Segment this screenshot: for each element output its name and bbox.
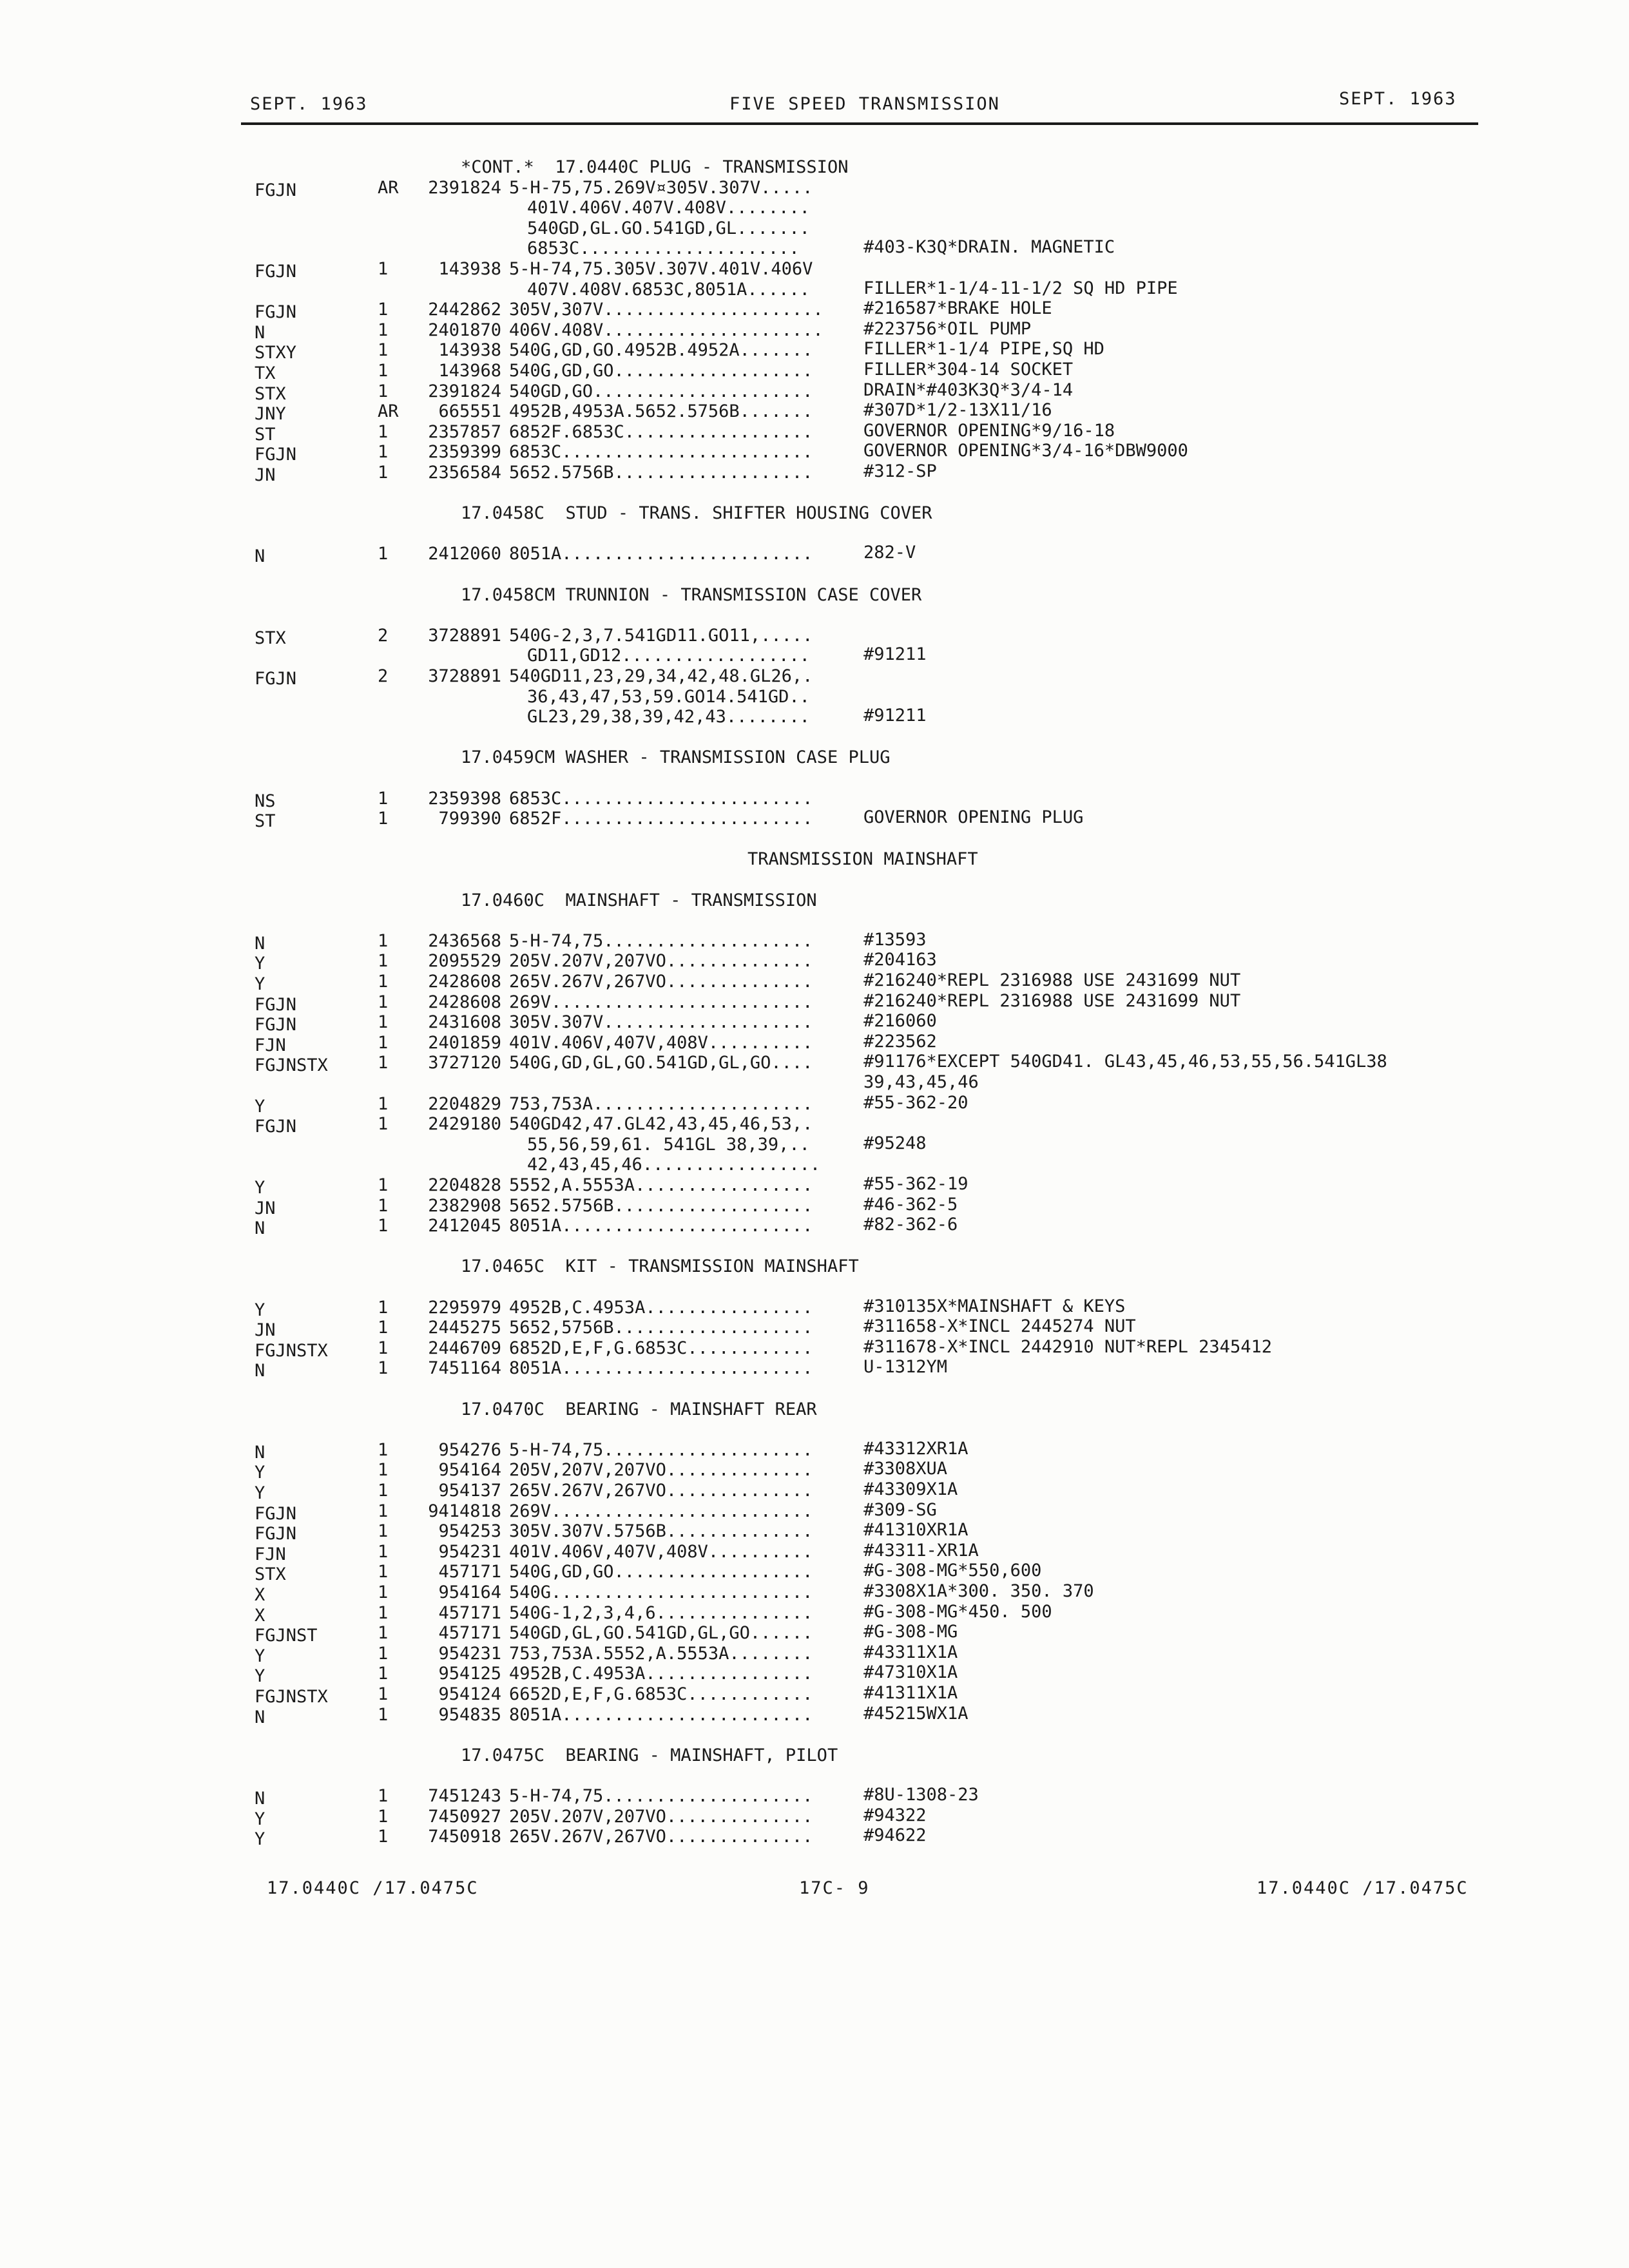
application: 5-H-75,75.269V¤305V.307V..... (509, 177, 813, 198)
model-code: N (255, 933, 265, 954)
part-number: 2382908 (428, 1195, 501, 1216)
application: 265V.267V,267VO.............. (509, 1827, 813, 1847)
remarks: #55-362-20 (863, 1092, 969, 1113)
application: 753,753A.5552,A.5553A........ (509, 1643, 813, 1664)
application: 753,753A..................... (509, 1093, 813, 1114)
part-number: 2412060 (428, 544, 501, 564)
part-number: 2204829 (428, 1093, 501, 1114)
part-number: 2431608 (428, 1012, 501, 1033)
remarks: FILLER*1-1/4-11-1/2 SQ HD PIPE (863, 278, 1178, 298)
part-number: 2295979 (428, 1297, 501, 1318)
quantity: 1 (378, 1012, 389, 1033)
application-continued: 55,56,59,61. 541GL 38,39,.. (527, 1134, 810, 1155)
model-code: Y (255, 1666, 265, 1687)
quantity: 1 (378, 1664, 389, 1684)
remarks: #312-SP (863, 461, 937, 481)
model-code: ST (255, 424, 276, 445)
model-code: STX (255, 1564, 286, 1585)
application: 4952B,C.4953A................ (509, 1297, 813, 1318)
part-number: 457171 (438, 1562, 501, 1582)
section-title: 17.0458CM TRUNNION - TRANSMISSION CASE COVER (461, 584, 922, 605)
remarks: GOVERNOR OPENING*9/16-18 (863, 420, 1115, 441)
quantity: AR (378, 177, 399, 198)
part-number: 457171 (438, 1623, 501, 1644)
part-number: 2445275 (428, 1318, 501, 1338)
application: 6853C........................ (509, 788, 813, 809)
application: 5652,5756B................... (509, 1318, 813, 1338)
model-code: Y (255, 974, 265, 994)
quantity: 1 (378, 992, 389, 1012)
application-continued: 540GD,GL.GO.541GD,GL....... (527, 218, 810, 238)
remarks: #43311X1A (863, 1642, 958, 1662)
application: 540G,GD,GO................... (509, 361, 813, 381)
application: 8051A........................ (509, 1216, 813, 1236)
quantity: 1 (378, 442, 389, 463)
quantity: 1 (378, 1582, 389, 1602)
part-number: 954276 (438, 1439, 501, 1460)
quantity: 1 (378, 1827, 389, 1847)
part-number: 9414818 (428, 1501, 501, 1521)
quantity: 1 (378, 951, 389, 972)
application: 5652.5756B................... (509, 463, 813, 483)
application: 5652.5756B................... (509, 1195, 813, 1216)
quantity: 1 (378, 320, 389, 340)
section-title: 17.0460C MAINSHAFT - TRANSMISSION (461, 890, 817, 910)
part-number: 2436568 (428, 930, 501, 951)
model-code: Y (255, 1809, 265, 1829)
quantity: 1 (378, 1358, 389, 1379)
application: 205V,207V,207VO.............. (509, 1460, 813, 1481)
application: 540G......................... (509, 1582, 813, 1602)
model-code: N (255, 1707, 265, 1727)
model-code: FGJNSTX (255, 1340, 328, 1361)
remarks: #3308XUA (863, 1459, 948, 1479)
model-code: ST (255, 811, 276, 832)
quantity: 1 (378, 1216, 389, 1236)
part-number: 954231 (438, 1643, 501, 1664)
remarks: #307D*1/2-13X11/16 (863, 400, 1052, 421)
quantity: AR (378, 401, 399, 422)
part-number: 2428608 (428, 972, 501, 992)
part-number: 954164 (438, 1582, 501, 1602)
model-code: FJN (255, 1544, 286, 1564)
quantity: 1 (378, 1521, 389, 1542)
application: 540G-2,3,7.541GD11.GO11,..... (509, 625, 813, 646)
model-code: X (255, 1585, 265, 1605)
model-code: FGJNST (255, 1626, 318, 1646)
remarks: #216060 (863, 1011, 937, 1032)
application: 4952B,C.4953A................ (509, 1664, 813, 1684)
quantity: 1 (378, 1501, 389, 1521)
remarks: #311658-X*INCL 2445274 NUT (863, 1316, 1136, 1337)
remarks: #94622 (863, 1825, 927, 1846)
model-code: FJN (255, 1035, 286, 1055)
application: 540GD,GO..................... (509, 381, 813, 401)
application: 540GD,GL,GO.541GD,GL,GO...... (509, 1623, 813, 1644)
remarks: #91176*EXCEPT 540GD41. GL43,45,46,53,55,56.541GL38 (863, 1052, 1387, 1072)
application: 4952B,4953A.5652.5756B....... (509, 401, 813, 422)
application: 6652D,E,F,G.6853C............ (509, 1684, 813, 1704)
quantity: 1 (378, 1195, 389, 1216)
quantity: 1 (378, 1439, 389, 1460)
model-code: FGJN (255, 1117, 297, 1137)
application-continued: 407V.408V.6853C,8051A...... (527, 279, 810, 300)
model-code: Y (255, 1483, 265, 1503)
application: 8051A........................ (509, 544, 813, 564)
remarks: #204163 (863, 950, 937, 970)
remarks: #3308X1A*300. 350. 370 (863, 1581, 1094, 1601)
application-continued: 36,43,47,53,59.GO14.541GD.. (527, 686, 810, 707)
part-number: 2356584 (428, 463, 501, 483)
quantity: 1 (378, 1318, 389, 1338)
application: 265V.267V,267VO.............. (509, 1481, 813, 1501)
remarks: #G-308-MG (863, 1622, 958, 1642)
quantity: 1 (378, 1175, 389, 1195)
application: 205V.207V,207VO.............. (509, 951, 813, 972)
remarks: #216240*REPL 2316988 USE 2431699 NUT (863, 970, 1241, 990)
part-number: 2428608 (428, 992, 501, 1012)
application: 6852F.6853C.................. (509, 421, 813, 442)
quantity: 1 (378, 259, 389, 279)
model-code: Y (255, 1300, 265, 1320)
model-code: X (255, 1605, 265, 1626)
part-number: 143938 (438, 259, 501, 279)
footer-range-left: 17.0440C /17.0475C (267, 1878, 479, 1898)
quantity: 1 (378, 1541, 389, 1562)
quantity: 1 (378, 1602, 389, 1623)
application-continued: GL23,29,38,39,42,43........ (527, 707, 810, 727)
quantity: 2 (378, 666, 389, 686)
application: 540G,GD,GO................... (509, 1562, 813, 1582)
part-number: 2357857 (428, 421, 501, 442)
quantity: 1 (378, 340, 389, 361)
quantity: 1 (378, 1460, 389, 1481)
section-title: 17.0475C BEARING - MAINSHAFT, PILOT (461, 1745, 838, 1765)
remarks: FILLER*304-14 SOCKET (863, 360, 1074, 380)
remarks: #216240*REPL 2316988 USE 2431699 NUT (863, 990, 1241, 1011)
quantity: 1 (378, 421, 389, 442)
model-code: FGJN (255, 994, 297, 1015)
model-code: FGJN (255, 302, 297, 323)
application: 8051A........................ (509, 1704, 813, 1725)
application: 540GD11,23,29,34,42,48.GL26,. (509, 666, 813, 686)
remarks: #403-K3Q*DRAIN. MAGNETIC (863, 237, 1115, 258)
part-number: 2391824 (428, 177, 501, 198)
remarks: #223562 (863, 1031, 937, 1052)
remarks: 282-V (863, 543, 916, 563)
model-code: NS (255, 791, 276, 811)
section-title: 17.0470C BEARING - MAINSHAFT REAR (461, 1399, 817, 1419)
application: 540GD42,47.GL42,43,45,46,53,. (509, 1114, 813, 1135)
header-rule (241, 122, 1478, 125)
remarks: #223756*OIL PUMP (863, 318, 1032, 339)
remarks: 39,43,45,46 (863, 1072, 979, 1092)
model-code: JN (255, 465, 276, 485)
quantity: 1 (378, 1032, 389, 1053)
remarks: #91211 (863, 644, 927, 665)
quantity: 1 (378, 930, 389, 951)
part-number: 954231 (438, 1541, 501, 1562)
quantity: 1 (378, 1114, 389, 1135)
part-number: 7451243 (428, 1786, 501, 1806)
model-code: N (255, 1218, 265, 1239)
remarks: #310135X*MAINSHAFT & KEYS (863, 1296, 1126, 1316)
remarks: #82-362-6 (863, 1215, 958, 1235)
quantity: 1 (378, 1562, 389, 1582)
application: 540G,GD,GL,GO.541GD,GL,GO.... (509, 1053, 813, 1073)
part-number: 7451164 (428, 1358, 501, 1379)
model-code: FGJNSTX (255, 1687, 328, 1707)
part-number: 2401859 (428, 1032, 501, 1053)
application-continued: 42,43,45,46................. (527, 1155, 821, 1175)
remarks: #46-362-5 (863, 1194, 958, 1215)
part-number: 3727120 (428, 1053, 501, 1073)
quantity: 1 (378, 300, 389, 320)
remarks: #G-308-MG*450. 500 (863, 1601, 1052, 1622)
section-title: TRANSMISSION MAINSHAFT (747, 849, 978, 870)
model-code: Y (255, 954, 265, 974)
remarks: #8U-1308-23 (863, 1785, 979, 1805)
remarks: #95248 (863, 1133, 927, 1153)
application: 540G,GD,GO.4952B.4952A....... (509, 340, 813, 361)
model-code: Y (255, 1463, 265, 1483)
model-code: FGJN (255, 1015, 297, 1035)
remarks: FILLER*1-1/4 PIPE,SQ HD (863, 339, 1104, 360)
remarks: #94322 (863, 1805, 927, 1825)
quantity: 1 (378, 1643, 389, 1664)
remarks: #41311X1A (863, 1683, 958, 1703)
application: 540G-1,2,3,4,6............... (509, 1602, 813, 1623)
remarks: U-1312YM (863, 1357, 948, 1378)
quantity: 1 (378, 788, 389, 809)
application: 401V.406V,407V,408V.......... (509, 1541, 813, 1562)
application: 5-H-74,75.................... (509, 1439, 813, 1460)
part-number: 2391824 (428, 381, 501, 401)
remarks: #91211 (863, 706, 927, 726)
part-number: 3728891 (428, 666, 501, 686)
remarks: #41310XR1A (863, 1520, 969, 1541)
application: 6853C........................ (509, 442, 813, 463)
quantity: 1 (378, 381, 389, 401)
header-title: FIVE SPEED TRANSMISSION (729, 94, 1000, 114)
application: 205V.207V,207VO.............. (509, 1806, 813, 1827)
application: 269V......................... (509, 992, 813, 1012)
remarks: GOVERNOR OPENING PLUG (863, 807, 1084, 828)
part-number: 3728891 (428, 625, 501, 646)
model-code: STX (255, 628, 286, 648)
model-code: N (255, 1789, 265, 1809)
part-number: 2412045 (428, 1216, 501, 1236)
quantity: 1 (378, 1053, 389, 1073)
remarks: #309-SG (863, 1499, 937, 1520)
quantity: 1 (378, 1806, 389, 1827)
application: 8051A........................ (509, 1358, 813, 1379)
quantity: 1 (378, 1704, 389, 1725)
remarks: #55-362-19 (863, 1174, 969, 1194)
remarks: #43312XR1A (863, 1438, 969, 1459)
model-code: N (255, 1442, 265, 1463)
application-continued: 6853C..................... (527, 238, 800, 259)
model-code: JN (255, 1320, 276, 1341)
part-number: 2446709 (428, 1338, 501, 1358)
quantity: 1 (378, 972, 389, 992)
remarks: GOVERNOR OPENING*3/4-16*DBW9000 (863, 441, 1188, 461)
model-code: Y (255, 1646, 265, 1666)
part-number: 665551 (438, 401, 501, 422)
quantity: 1 (378, 1481, 389, 1501)
part-number: 143938 (438, 340, 501, 361)
application: 5-H-74,75.................... (509, 1786, 813, 1806)
model-code: N (255, 546, 265, 567)
application: 305V,307V..................... (509, 300, 824, 320)
part-number: 954125 (438, 1664, 501, 1684)
model-code: FGJN (255, 262, 297, 282)
part-number: 2401870 (428, 320, 501, 340)
application: 5-H-74,75.305V.307V.401V.406V (509, 259, 813, 279)
application: 305V.307V.................... (509, 1012, 813, 1033)
section-title: 17.0465C KIT - TRANSMISSION MAINSHAFT (461, 1256, 859, 1277)
part-number: 7450918 (428, 1827, 501, 1847)
part-number: 799390 (438, 809, 501, 829)
model-code: FGJN (255, 445, 297, 465)
footer-page-number: 17C- 9 (799, 1878, 870, 1898)
remarks: #311678-X*INCL 2442910 NUT*REPL 2345412 (863, 1336, 1272, 1357)
model-code: JNY (255, 404, 286, 425)
application: 406V.408V..................... (509, 320, 824, 340)
quantity: 1 (378, 1297, 389, 1318)
application: 6852D,E,F,G.6853C............ (509, 1338, 813, 1358)
quantity: 1 (378, 1623, 389, 1644)
remarks: #47310X1A (863, 1662, 958, 1683)
remarks: DRAIN*#403K3Q*3/4-14 (863, 380, 1074, 400)
remarks: #43311-XR1A (863, 1540, 979, 1561)
quantity: 1 (378, 809, 389, 829)
model-code: Y (255, 1178, 265, 1198)
quantity: 1 (378, 1338, 389, 1358)
quantity: 2 (378, 625, 389, 646)
footer-range-right: 17.0440C /17.0475C (1257, 1878, 1469, 1898)
model-code: STX (255, 383, 286, 404)
model-code: FGJN (255, 1524, 297, 1544)
application: 305V.307V.5756B.............. (509, 1521, 813, 1542)
part-number: 7450927 (428, 1806, 501, 1827)
application: 5-H-74,75.................... (509, 930, 813, 951)
model-code: Y (255, 1096, 265, 1117)
part-number: 457171 (438, 1602, 501, 1623)
part-number: 2204828 (428, 1175, 501, 1195)
application: 265V.267V,267VO.............. (509, 972, 813, 992)
remarks: #43309X1A (863, 1479, 958, 1499)
application: 5552,A.5553A................. (509, 1175, 813, 1195)
quantity: 1 (378, 1786, 389, 1806)
part-number: 954835 (438, 1704, 501, 1725)
part-number: 954124 (438, 1684, 501, 1704)
model-code: TX (255, 363, 276, 383)
model-code: FGJN (255, 180, 297, 200)
part-number: 2359398 (428, 788, 501, 809)
model-code: N (255, 322, 265, 343)
header-date-right: SEPT. 1963 (1339, 89, 1457, 109)
quantity: 1 (378, 1093, 389, 1114)
model-code: JN (255, 1198, 276, 1218)
application: 6852F........................ (509, 809, 813, 829)
application-continued: GD11,GD12.................. (527, 646, 810, 666)
part-number: 2359399 (428, 442, 501, 463)
application-continued: 401V.406V.407V.408V........ (527, 198, 810, 218)
remarks: #G-308-MG*550,600 (863, 1561, 1042, 1581)
model-code: FGJNSTX (255, 1055, 328, 1076)
model-code: N (255, 1361, 265, 1381)
remarks: #216587*BRAKE HOLE (863, 298, 1052, 319)
part-number: 2095529 (428, 951, 501, 972)
quantity: 1 (378, 463, 389, 483)
part-number: 2442862 (428, 300, 501, 320)
part-number: 954164 (438, 1460, 501, 1481)
model-code: STXY (255, 343, 297, 363)
part-number: 954253 (438, 1521, 501, 1542)
quantity: 1 (378, 1684, 389, 1704)
model-code: FGJN (255, 1503, 297, 1524)
part-number: 2429180 (428, 1114, 501, 1135)
section-title: *CONT.* 17.0440C PLUG - TRANSMISSION (461, 157, 849, 177)
model-code: FGJN (255, 669, 297, 689)
model-code: Y (255, 1829, 265, 1850)
remarks: #45215WX1A (863, 1703, 969, 1724)
section-title: 17.0458C STUD - TRANS. SHIFTER HOUSING COVER (461, 503, 932, 524)
header-date-left: SEPT. 1963 (250, 94, 368, 114)
part-number: 954137 (438, 1481, 501, 1501)
quantity: 1 (378, 361, 389, 381)
section-title: 17.0459CM WASHER - TRANSMISSION CASE PLUG (461, 747, 891, 768)
application: 269V......................... (509, 1501, 813, 1521)
part-number: 143968 (438, 361, 501, 381)
application: 401V.406V,407V,408V.......... (509, 1032, 813, 1053)
remarks: #13593 (863, 929, 927, 950)
quantity: 1 (378, 544, 389, 564)
